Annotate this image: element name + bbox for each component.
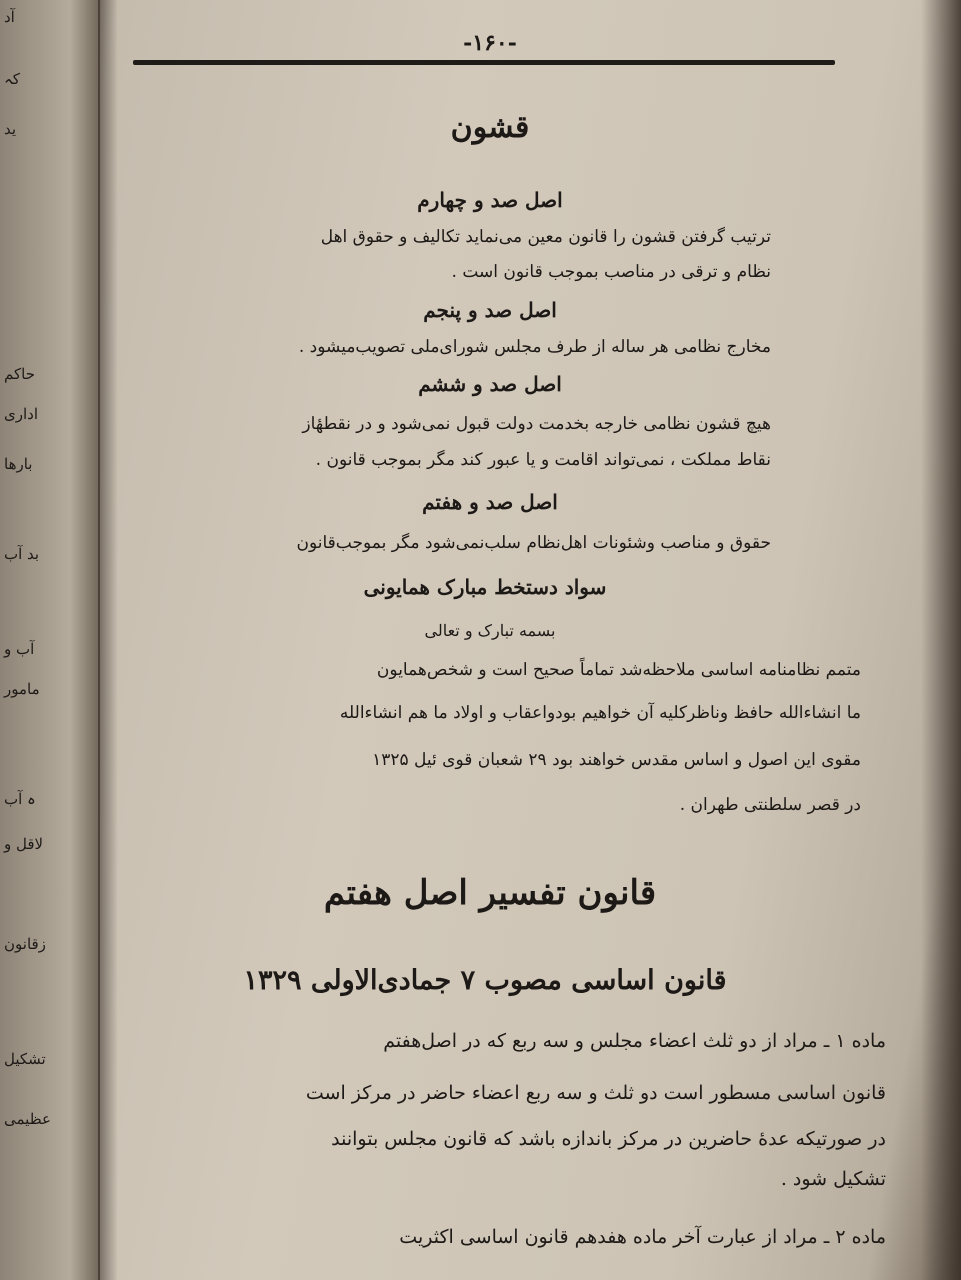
- margin-fragment: کہ: [4, 70, 20, 88]
- royal-decree-heading: سواد دستخط مبارک همایونی: [363, 575, 607, 599]
- article-heading: اصل صد و ششم: [418, 372, 562, 396]
- article-line: مخارج نظامی هر ساله از طرف مجلس شورای‌ملی تصویب‌میشود .: [298, 337, 771, 357]
- royal-salutation: بسمه تبارک و تعالی: [424, 621, 556, 640]
- margin-fragment: تشکیل: [4, 1050, 46, 1068]
- article-heading: اصل صد و چهارم: [417, 188, 563, 212]
- page-edge-shadow: [921, 0, 961, 1280]
- law-subtitle: قانون اساسی مصوب ۷ جمادی‌الاولی ۱۳۲۹: [243, 965, 727, 996]
- article-line: هیچ قشون نظامی خارجه بخدمت دولت قبول نمی‌شود و در نقطهٔاز: [302, 414, 771, 434]
- margin-fragment: اداری: [4, 405, 38, 423]
- article-line: حقوق و مناصب وشئونات اهل‌نظام سلب‌نمی‌شود مگر بموجب‌قانون: [296, 533, 771, 553]
- section-title: قشون: [450, 110, 530, 145]
- royal-decree-line: متمم نظامنامه اساسی ملاحظه‌شد تماماً صحیح است و شخص‌همایون: [376, 660, 861, 680]
- margin-fragment: بد آب: [4, 545, 40, 563]
- law-article-line: ماده ۱ ـ مراد از دو ثلث اعضاء مجلس و سه ربع که در اصل‌هفتم: [383, 1030, 886, 1052]
- margin-fragment: عظیمی: [4, 1110, 51, 1128]
- law-article-line: در صورتیکه عدهٔ حاضرین در مرکز باندازه باشد که قانون مجلس بتوانند: [331, 1128, 886, 1150]
- margin-fragment: بارها: [4, 455, 33, 473]
- article-line: نقاط مملکت ، نمی‌تواند اقامت و یا عبور کند مگر بموجب قانون .: [315, 450, 771, 470]
- margin-fragment: زقانون: [4, 935, 46, 953]
- article-line: نظام و ترقی در مناصب بموجب قانون است .: [451, 262, 771, 282]
- margin-fragment: آب و: [4, 640, 35, 658]
- law-article-line: ماده ۲ ـ مراد از عبارت آخر ماده هفدهم قانون اساسی اکثریت: [399, 1226, 886, 1248]
- article-line: ترتیب گرفتن قشون را قانون معین می‌نماید تکالیف و حقوق اهل: [320, 227, 771, 247]
- margin-fragment: آد: [4, 8, 15, 26]
- law-article-line: قانون اساسی مسطور است دو ثلث و سه ربع اعضاء حاضر در مرکز است: [305, 1082, 886, 1104]
- law-article-line: تشکیل شود .: [780, 1168, 886, 1190]
- royal-decree-line: در قصر سلطنتی طهران .: [679, 795, 861, 815]
- article-heading: اصل صد و پنجم: [423, 298, 557, 322]
- margin-fragment: مامور: [4, 680, 40, 698]
- header-rule: [133, 60, 835, 65]
- royal-decree-line: مقوی این اصول و اساس مقدس خواهند بود ۲۹ شعبان قوی ئیل ۱۳۲۵: [372, 750, 861, 770]
- law-title: قانون تفسیر اصل هفتم: [323, 873, 657, 913]
- book-gutter-shadow: [98, 0, 118, 1280]
- margin-fragment: ید: [4, 120, 17, 138]
- margin-fragment: ہ آب: [4, 790, 36, 808]
- facing-page-edge: [0, 0, 100, 1280]
- page-number: -۱۶۰-: [463, 30, 517, 56]
- royal-decree-line: ما انشاءالله حافظ وناظرکلیه آن خواهیم بودواعقاب و اولاد ما هم انشاءالله: [339, 703, 861, 723]
- article-heading: اصل صد و هفتم: [422, 490, 558, 514]
- margin-fragment: حاکم: [4, 365, 35, 383]
- margin-fragment: لاقل و: [4, 835, 44, 853]
